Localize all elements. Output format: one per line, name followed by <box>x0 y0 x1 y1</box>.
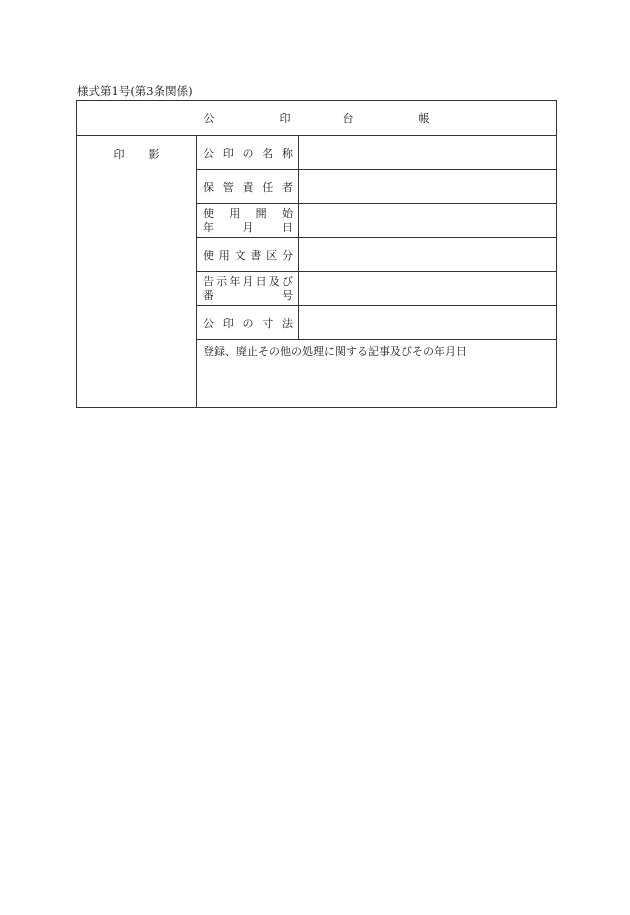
label-char: 告 <box>203 274 214 288</box>
field-value-seal-dimensions[interactable] <box>299 306 557 340</box>
label-char: 始 <box>281 206 293 220</box>
label-char: 公 <box>203 146 214 160</box>
field-label-seal-dimensions <box>197 306 299 340</box>
label-char: 保 <box>203 180 214 194</box>
field-label-seal-name <box>197 136 299 170</box>
label-char: 公 <box>203 316 214 330</box>
label-char: 責 <box>242 180 254 194</box>
label-char: 管 <box>222 180 234 194</box>
label-char: 寸 <box>262 316 274 330</box>
label-char: 任 <box>262 180 274 194</box>
label-char: 番 <box>203 288 214 302</box>
label-char: の <box>242 316 254 330</box>
label-char: 年 <box>229 274 241 288</box>
title-char: 台 <box>342 112 354 125</box>
label-char: 用 <box>229 206 241 220</box>
label-char: 開 <box>255 206 267 220</box>
label-char: 使 <box>203 206 214 220</box>
field-label-custodian <box>197 170 299 204</box>
label-char: 使 <box>203 248 214 262</box>
remarks-cell[interactable] <box>197 340 557 408</box>
label-char: 号 <box>282 288 293 302</box>
remarks-label: 登録、廃止その他の処理に関する記事及びその年月日 <box>203 345 467 358</box>
label-char: 印 <box>222 316 234 330</box>
label-char: び <box>281 274 293 288</box>
label-char: 日 <box>282 220 293 234</box>
field-row <box>77 136 557 170</box>
label-char: 文 <box>234 248 246 262</box>
field-label-notice-date-number <box>197 272 299 306</box>
label-char: の <box>242 146 254 160</box>
field-label-start-date <box>197 204 299 238</box>
title-char: 印 <box>279 112 291 125</box>
seal-label-char: 印 <box>113 148 125 161</box>
field-value-start-date[interactable] <box>299 204 557 238</box>
seal-label-char: 影 <box>148 148 160 161</box>
label-char: 称 <box>282 146 293 160</box>
field-label-document-category <box>197 238 299 272</box>
field-value-notice-date-number[interactable] <box>299 272 557 306</box>
seal-impression-cell <box>77 136 197 408</box>
label-char: 示 <box>216 274 228 288</box>
field-value-document-category[interactable] <box>299 238 557 272</box>
label-char: 分 <box>281 248 293 262</box>
label-char: 名 <box>262 146 274 160</box>
field-value-seal-name[interactable] <box>299 136 557 170</box>
label-char: 書 <box>250 248 262 262</box>
label-char: 法 <box>282 316 293 330</box>
seal-ledger-table <box>76 100 557 408</box>
title-char: 帳 <box>418 112 430 125</box>
label-char: 年 <box>203 220 214 234</box>
label-char: 日 <box>255 274 267 288</box>
label-char: 月 <box>242 220 254 234</box>
title-char: 公 <box>203 112 215 125</box>
label-char: 区 <box>266 248 278 262</box>
label-char: 印 <box>222 146 234 160</box>
title-row <box>77 101 557 136</box>
seal-impression-label <box>77 146 196 162</box>
label-char: 月 <box>242 274 254 288</box>
form-number-label: 様式第1号(第3条関係) <box>77 84 193 98</box>
label-char: 者 <box>282 180 293 194</box>
ledger-title <box>77 101 557 136</box>
field-value-custodian[interactable] <box>299 170 557 204</box>
label-char: 及 <box>268 274 280 288</box>
label-char: 用 <box>218 248 230 262</box>
